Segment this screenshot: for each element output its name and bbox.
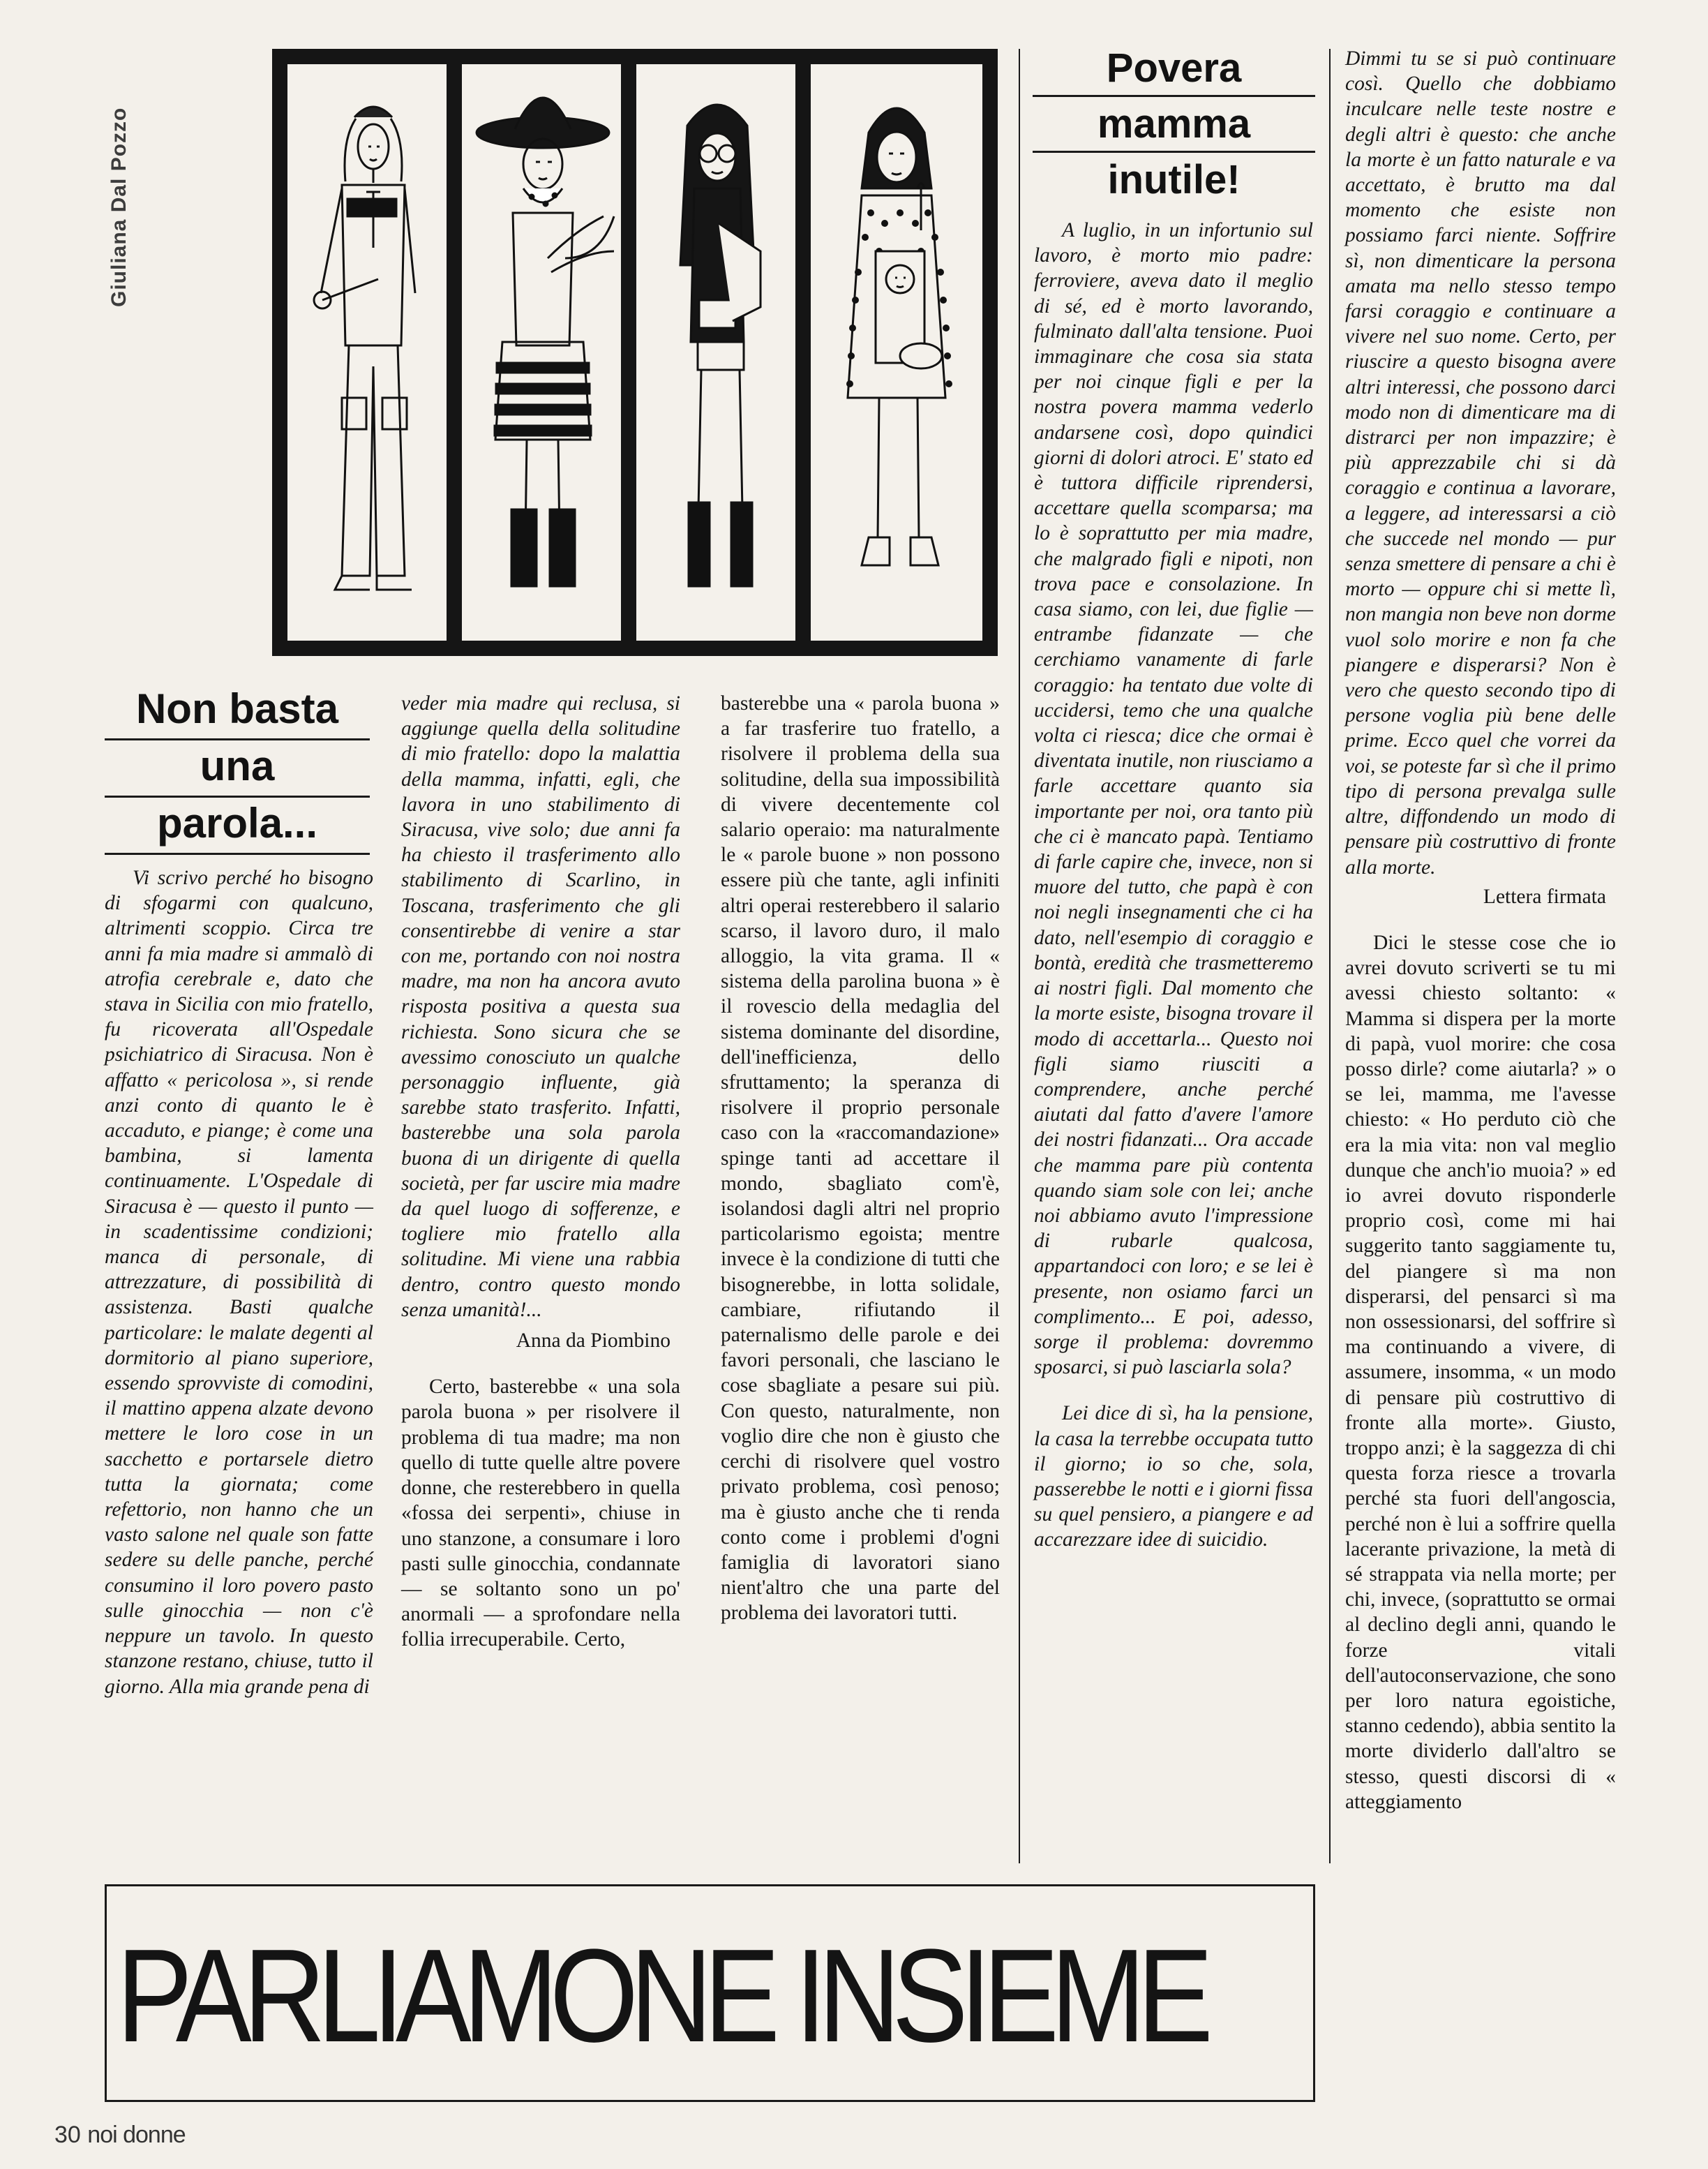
article2-title-line-2: mamma — [1097, 101, 1251, 147]
article2-letter-part2: Lei dice di sì, ha la pensione, la casa la terrebbe occupata tutto il giorno; io so che, sola, passerebbe le notti e i giorni fissa su quel pensiero, a piangere e ad accarezzare idee di suicidio. — [1034, 1402, 1313, 1551]
article2-title-line-1: Povera — [1106, 45, 1242, 91]
article1-reply-part1: Certo, basterebbe « una sola parola buona » per risolvere il problema di tua madre; ma non quello di tutte quelle altre povere donne, che resterebbero in quella «fossa dei serpenti», chiuse in uno stanzone, a consumare i loro pasti sulle ginocchia, condannate — se soltanto sono un po' anormali — a sprofondare nella follia irrecuperabile. Certo, — [401, 1376, 680, 1651]
column-2 — [401, 691, 680, 1653]
section-banner-text: PARLIAMONE INSIEME — [117, 1922, 1205, 2070]
article1-letter-part1: Vi scrivo perché ho bisogno di sfogarmi con qualcuno, altrimenti scoppio. Circa tre anni fa mia madre si ammalò di atrofia cerebrale e, dato che stava in Sicilia con mio fratello, fu ricoverata all'Ospedale psichiatrico di Siracusa. Non è affatto « pericolosa », si rende anzi conto di quanto le è accaduto, e piange; è come una bambina, si lamenta continuamente. L'Ospedale di Siracusa è — questo il punto — in scadentissime condizioni; manca di personale, di attrezzature, di possibilità di assistenza. Basti qualche particolare: le malate degenti al dormitorio al piano superiore, essendo sprovviste di comodini, il mattino appena alzate devono mettere le loro cose in un sacchetto e portarsele dietro tutta la giornata; come refettorio, non hanno che un vasto salone nel quale son fatte sedere su delle panche, perché consumino il loro povero pasto sulle ginocchia — non c'è neppure un tavolo. In questo stanzone restano, chiuse, tutto il giorno. Alla mia grande pena di — [105, 867, 373, 1698]
article1-letter-part2: veder mia madre qui reclusa, si aggiunge quella della solitudine di mio fratello: dopo la malattia della mamma, infatti, egli, che lavora in uno stabilimento di Siracusa, vive solo; due anni fa ha chiesto il trasferimento allo stabilimento di Scarlino, in Toscana, trasferimento che gli consentirebbe di venire a star con me, portando con noi nostra madre, ma non ha ancora avuto risposta positiva a questa sua richiesta. Sono sicura che se avessimo conosciuto un qualche personaggio influente, già sarebbe stato trasferito. Infatti, basterebbe una sola parola buona di un dirigente di quella società, per far uscire mia madre da quel luogo di sofferenze, e togliere mio fratello alla solitudine. Mi viene una rabbia dentro, contro questo mondo senza umanità!... — [401, 692, 680, 1321]
article1-title — [105, 680, 370, 852]
column-5 — [1345, 46, 1616, 1814]
article2-letter-part3: Dimmi tu se si può continuare così. Quello che dobbiamo inculcare nelle teste nostre e degli altri è questo: che anche la morte è un fatto naturale e va accettato, è brutto ma dal momento che esiste non possiamo farci niente. Soffrire sì, non dimenticare la persona amata ma nello stesso tempo farsi coraggio e continuare a vivere nel suo nome. Certo, per riuscire a questo bisogna avere altri interessi, che possono darci modo non di dimenticare ma di distrarci per non impazzire; è più apprezzabile chi si dà coraggio e continua a lavorare, a leggere, ad interessarsi a ciò che succede nel mondo — pur senza smettere di pensare a chi è morto — oppure chi si mette lì, non mangia non beve non dorme vuol solo morire e non fa che piangere e disperarsi? Non è vero che questo secondo tipo di persone voglia più bene delle prime. Ecco quel che vorrei da voi, se poteste far sì che il primo tipo di persona prevalga sulle altre, diffondendo un modo di pensare più costruttivo di fronte alla morte. — [1345, 47, 1616, 879]
column-3 — [721, 691, 1000, 1626]
page-number: 30 — [54, 2122, 81, 2148]
title-rule-2 — [105, 796, 370, 798]
article2-signature: Lettera firmata — [1483, 885, 1606, 908]
article2-letter-part1: A luglio, in un infortunio sul lavoro, è morto mio padre: ferroviere, aveva dato il meglio di sé, ed è morto lavorando, fulminato dall'alta tensione. Puoi immaginare che cosa sia stata per noi cinque figli e per la nostra povera mamma vederlo andarsene così, dopo quindici giorni di dolori atroci. E' stato ed è tuttora difficile riprendersi, accettare quella scomparsa; ma lo è soprattutto per mia madre, che malgrado figli e nipoti, non trova pace e consolazione. In casa siamo, con lei, due figlie — entrambe fidanzate — che cerchiamo vanamente di farle coraggio: ha tentato due volte di uccidersi, temo che una qualche volta ci riesca; dice che ormai è diventata inutile, non riusciamo a farle accettare quanto sia importante per noi, ora tanto più che ci è mancato papà. Tentiamo di farle capire che, invece, non si muore del tutto, che papà è con noi negli insegnamenti che ci ha dato, nell'esempio di coraggio e bontà, eredità che trasmetteremo ai nostri figli. Dal momento che la morte esiste, bisogna trovare il modo di accettarla... Questo noi figli siamo riusciti a comprendere, anche perché aiutati dal fatto d'avere l'amore dei nostri fidanzati... Ora accade che mamma pare più contenta quando siam sole con lei; anche noi abbiamo avuto l'impressione di rubarle qualcosa, appartandoci con loro; e se lei è presente, non osiamo farci un complimento... E poi, adesso, sorge il problema: dovremmo sposarci, si può lasciarla sola? — [1034, 219, 1313, 1379]
title2-rule-2 — [1033, 151, 1315, 153]
article1-title-line-3: parola... — [156, 800, 318, 847]
article2-title-line-3: inutile! — [1107, 157, 1241, 202]
article1-title-line-1: Non basta — [135, 685, 339, 732]
article2-reply: Dici le stesse cose che io avrei dovuto scriverti se tu mi avessi chiesto soltanto: « Mamma si dispera per la morte di papà, vuol morire: che cosa posso dirle? come aiutarla? » o se lei, mamma, me l'avesse chiesto: « Ho perduto ciò che era la mia vita: non val meglio dunque che anch'io muoia? » ed io avrei dovuto risponderle proprio così, come mi hai suggerito tanto saggiamente tu, del piangere sì ma non disperarsi, del pensarci sì ma non ossessionarsi, del soffrire sì ma continuando a vivere, di assumere, insomma, « un modo di pensare più costruttivo di fronte alla morte». Giusto, troppo anzi; è la saggezza di chi questa forza riesce a trovarla perché sta fuori dell'angoscia, perché non è lui a soffrire quella lacerante privazione, la metà di sé strappata via nella morte; per chi, invece, (soprattutto se ormai al declino degli anni, quando le forze vitali dell'autoconservazione, che sono per loro natura egoistiche, stanno cedendo), abbia sentito la morte dividerlo dall'altro se stesso, questi discorsi di « atteggiamento — [1345, 931, 1616, 1813]
column-rule-a — [1019, 49, 1020, 1863]
column-rule-b — [1329, 49, 1331, 1863]
article1-signature: Anna da Piombino — [516, 1329, 671, 1352]
panel-2 — [462, 64, 621, 641]
panel-1 — [287, 64, 447, 641]
magazine-name: noi donne — [87, 2122, 186, 2148]
page-footer — [54, 2122, 186, 2149]
title-rule-3 — [105, 853, 370, 855]
column-4 — [1034, 218, 1313, 1553]
illustration-svg — [272, 49, 998, 656]
article2-title — [1033, 40, 1315, 208]
section-banner — [105, 1884, 1315, 2102]
article1-reply-part2: basterebbe una « parola buona » a far trasferire tuo fratello, a risolvere il problema della sua solitudine, della sua impossibilità di vivere decentemente col salario operaio: ma naturalmente le « parole buone » non possono essere più che tante, agli infiniti altri operai resterebbero il salario scarso, il lavoro duro, il malo alloggio, la vita grama. Il « sistema della parolina buona » è il rovescio della medaglia del sistema dominante del disordine, dell'inefficienza, dello sfruttamento; la speranza di risolvere il proprio personale caso con la «raccomandazione» spinge tanti ad accettare il mondo, sbagliato com'è, isolandosi dagli altri nel proprio particolarismo egoista; mentre invece è la condizione di tutti che bisognerebbe, in lotta solidale, cambiare, rifiutando il paternalismo delle parole e dei favori personali, che lasciano le cose sbagliate a pesare sui più. Con questo, naturalmente, non voglio dire che non è giusto che cerchi di risolvere quel vostro privato problema, così penoso; ma è giusto anche che ti renda conto come i problemi d'ogni famiglia di lavoratori siano nient'altro che una parte del problema dei lavoratori tutti. — [721, 692, 1000, 1625]
article1-title-line-2: una — [200, 743, 275, 789]
title2-rule-1 — [1033, 95, 1315, 97]
illustration — [272, 49, 998, 656]
column-1 — [105, 865, 373, 1699]
byline: Giuliana Dal Pozzo — [107, 107, 130, 307]
title-rule-1 — [105, 738, 370, 740]
